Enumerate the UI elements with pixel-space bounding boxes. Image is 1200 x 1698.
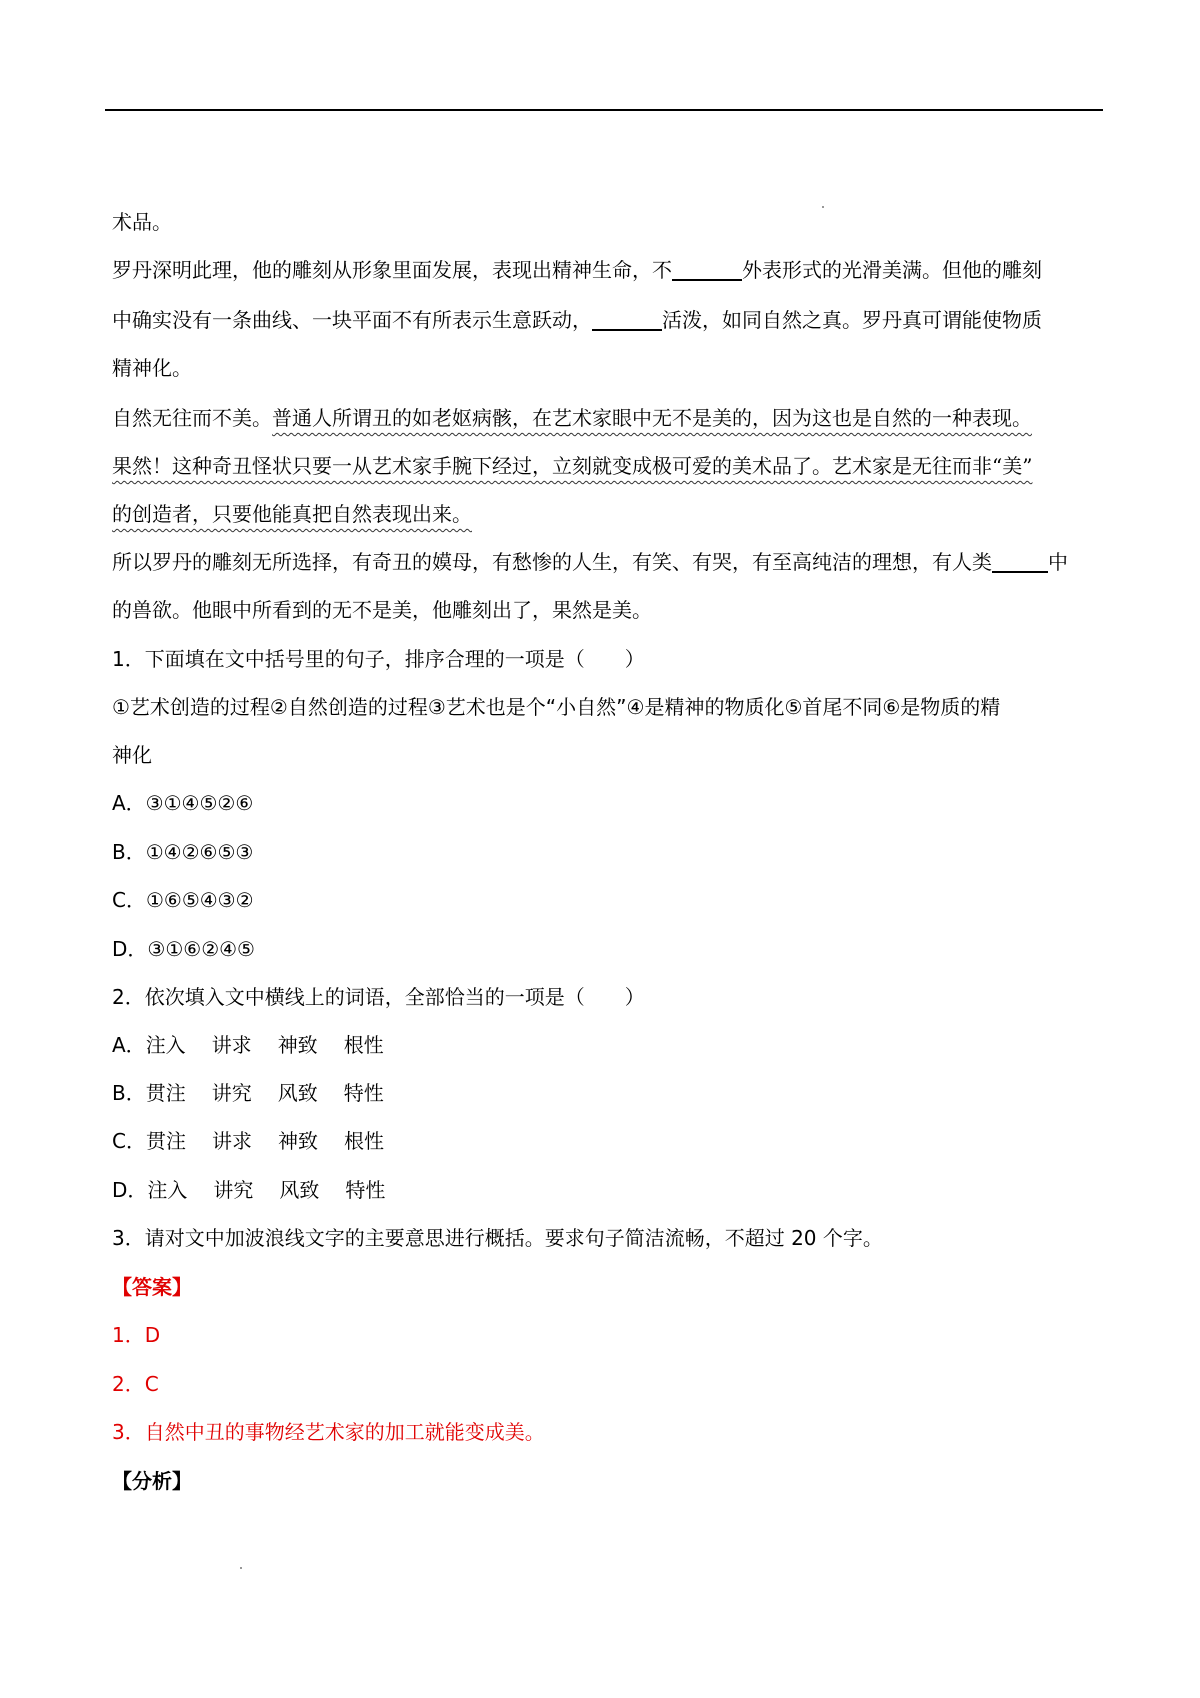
question-1-items: 神化: [112, 743, 152, 767]
q2-option-b: B．贯注 讲究 风致 特性: [112, 1081, 384, 1105]
q1-option-d: D．③①⑥②④⑤: [112, 937, 255, 961]
answer-2: 2．C: [112, 1372, 159, 1396]
q2-option-d: D．注入 讲究 风致 特性: [112, 1178, 386, 1202]
passage-line: 术品。: [112, 210, 172, 234]
answer-heading: 【答案】: [112, 1275, 192, 1299]
stray-dot: [822, 206, 824, 208]
fill-blank: [672, 257, 742, 281]
q1-option-b: B．①④②⑥⑤③: [112, 840, 254, 864]
fill-blank: [592, 307, 662, 331]
passage-line: 中确实没有一条曲线、一块平面不有所表示生意跃动， 活泼，如同自然之真。罗丹真可谓能使物质: [112, 308, 1042, 332]
passage-line: 的兽欲。他眼中所看到的无不是美，他雕刻出了，果然是美。: [112, 598, 652, 622]
wavy-underlined-text: 果然！这种奇丑怪状只要一从艺术家手腕下经过，立刻就变成极可爱的美术品了。艺术家是无往而非“美”: [112, 454, 1033, 478]
stray-dot: [240, 1567, 242, 1569]
fill-blank: [992, 549, 1048, 573]
passage-line: [112, 450, 1032, 479]
q1-option-c: C．①⑥⑤④③②: [112, 888, 254, 912]
question-2-stem: 2．依次填入文中横线上的词语，全部恰当的一项是（ ）: [112, 985, 645, 1009]
passage-line: 所以罗丹的雕刻无所选择，有奇丑的嫫母，有愁惨的人生，有笑、有哭，有至高纯洁的理想，有人类 中: [112, 550, 1068, 574]
q1-option-a: A．③①④⑤②⑥: [112, 791, 254, 815]
q2-option-a: A．注入 讲求 神致 根性: [112, 1033, 384, 1057]
question-3-stem: 3．请对文中加波浪线文字的主要意思进行概括。要求句子简洁流畅，不超过 20 个字。: [112, 1226, 883, 1250]
wavy-underlined-text: 普通人所谓丑的如老妪病骸，在艺术家眼中无不是美的，因为这也是自然的一种表现。: [272, 406, 1032, 430]
answer-3: 3．自然中丑的事物经艺术家的加工就能变成美。: [112, 1420, 545, 1444]
header-rule: [105, 109, 1103, 111]
answer-1: 1．D: [112, 1323, 161, 1347]
passage-line: 精神化。: [112, 356, 192, 380]
passage-line: [112, 498, 472, 527]
analysis-heading: 【分析】: [112, 1469, 192, 1493]
passage-line: 罗丹深明此理，他的雕刻从形象里面发展，表现出精神生命，不 外表形式的光滑美满。但他的雕刻: [112, 258, 1042, 282]
wavy-underlined-text: 的创造者，只要他能真把自然表现出来。: [112, 502, 472, 526]
q2-option-c: C．贯注 讲求 神致 根性: [112, 1129, 384, 1153]
passage-line: 自然无往而不美。普通人所谓丑的如老妪病骸，在艺术家眼中无不是美的，因为这也是自然的一种表现。: [112, 406, 1032, 430]
question-1-stem: 1．下面填在文中括号里的句子，排序合理的一项是（ ）: [112, 647, 645, 671]
question-1-items: ①艺术创造的过程②自然创造的过程③艺术也是个“小自然”④是精神的物质化⑤首尾不同⑥是物质的精: [112, 695, 1001, 719]
